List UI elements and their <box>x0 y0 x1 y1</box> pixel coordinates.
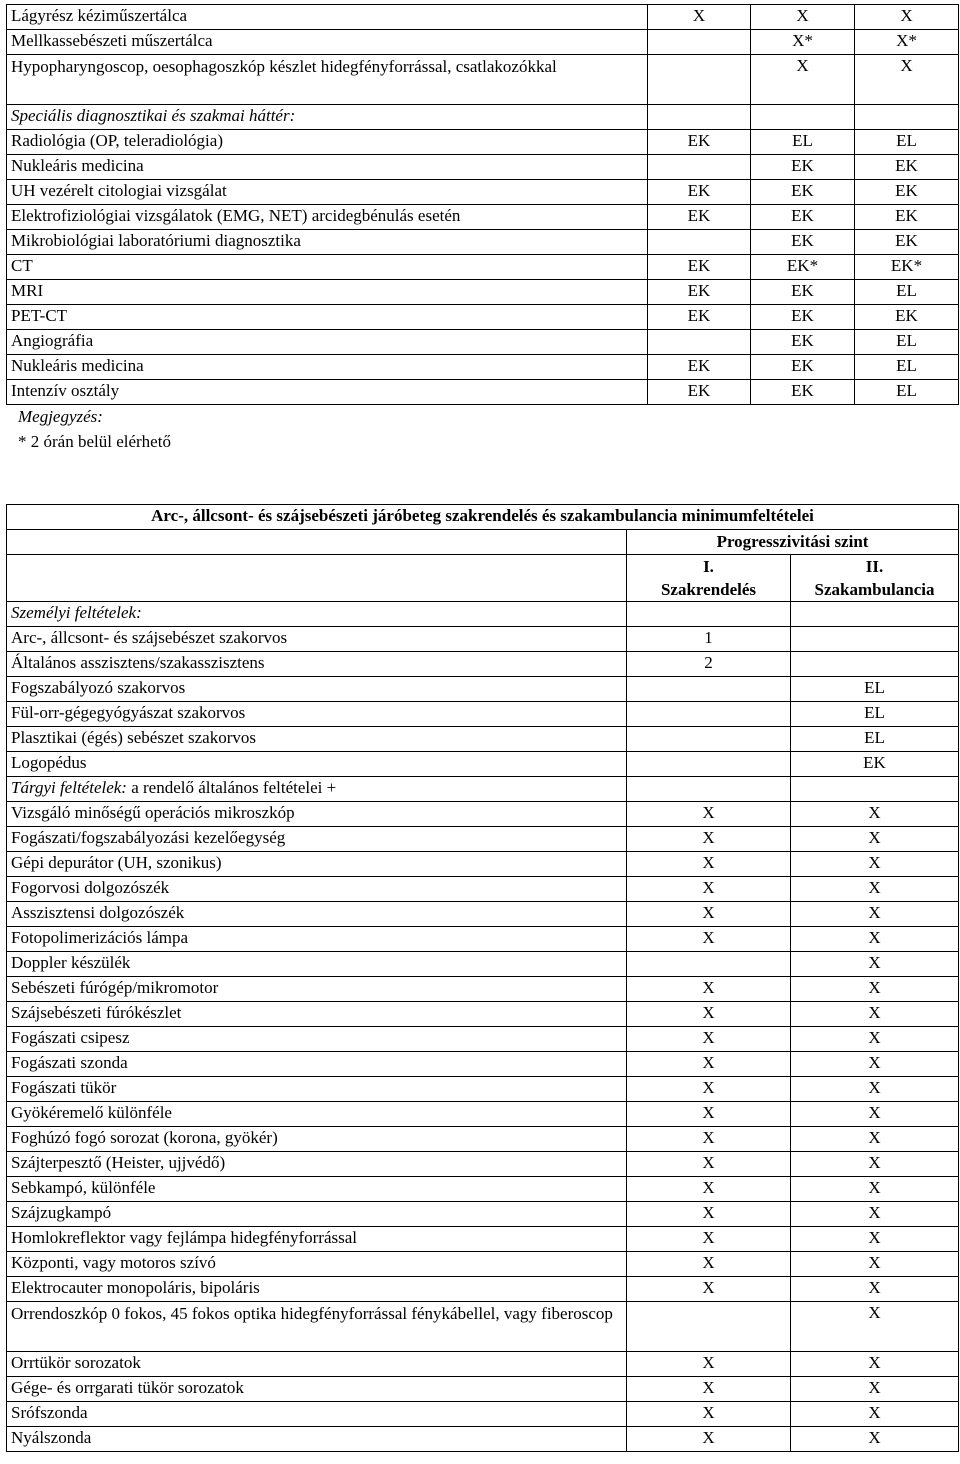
row-label: Szájsebészeti fúrókészlet <box>7 1002 627 1027</box>
table-row <box>7 5 959 30</box>
table-row <box>7 280 959 305</box>
row-label: Elektrocauter monopoláris, bipoláris <box>7 1277 627 1302</box>
note-text: * 2 órán belül elérhető <box>18 432 171 451</box>
row-value-c1 <box>648 330 751 355</box>
row-label: Orrtükör sorozatok <box>7 1352 627 1377</box>
row-value-c1 <box>627 727 791 752</box>
row-value-c1: X <box>627 902 791 927</box>
row-label: Plasztikai (égés) sebészet szakorvos <box>7 727 627 752</box>
row-value-c2: X <box>751 55 855 105</box>
level-2-header <box>791 555 959 602</box>
row-value-c1: X <box>627 1377 791 1402</box>
row-label: Fogászati/fogszabályozási kezelőegység <box>7 827 627 852</box>
row-label: Fül-orr-gégegyógyászat szakorvos <box>7 702 627 727</box>
row-value-c2: X <box>791 1427 959 1452</box>
progress-header: Progresszivitási szint <box>627 530 959 555</box>
row-value-c1: X <box>627 1202 791 1227</box>
row-value-c2: EK <box>751 205 855 230</box>
row-value-c2: X <box>791 852 959 877</box>
row-label: Nukleáris medicina <box>7 355 648 380</box>
note-title: Megjegyzés: <box>18 407 103 426</box>
row-value-c2: EL <box>751 130 855 155</box>
table-row <box>7 1227 959 1252</box>
row-label: Szájzugkampó <box>7 1202 627 1227</box>
row-value-c2: X <box>791 1177 959 1202</box>
row-value-c3: X <box>855 5 959 30</box>
table-title-row <box>7 505 959 530</box>
row-value-c2: EK <box>751 355 855 380</box>
row-value-c1: X <box>627 1027 791 1052</box>
row-value-c3: EL <box>855 330 959 355</box>
table-row <box>7 652 959 677</box>
row-value-c1 <box>627 1302 791 1352</box>
row-label: Doppler készülék <box>7 952 627 977</box>
row-label: UH vezérelt citologiai vizsgálat <box>7 180 648 205</box>
table-title: Arc-, állcsont- és szájsebészeti járóbeteg szakrendelés és szakambulancia minimumfeltételei <box>7 505 959 530</box>
row-value-c2: EK <box>751 330 855 355</box>
row-value-c2: X <box>791 877 959 902</box>
row-label: Orrendoszkóp 0 fokos, 45 fokos optika hidegfényforrással fénykábellel, vagy fiberoscop <box>7 1302 627 1352</box>
row-value-c3: X* <box>855 30 959 55</box>
row-value-c1: EK <box>648 380 751 405</box>
table-row <box>7 827 959 852</box>
table-row <box>7 1002 959 1027</box>
row-value-c1: X <box>627 1352 791 1377</box>
row-value-c2: X <box>791 1102 959 1127</box>
row-label: Fogorvosi dolgozószék <box>7 877 627 902</box>
row-value-c2: X <box>791 1202 959 1227</box>
row-value-c1: EK <box>648 180 751 205</box>
row-label: Arc-, állcsont- és szájsebészet szakorvos <box>7 627 627 652</box>
row-value-c3: EL <box>855 355 959 380</box>
table-row <box>7 1202 959 1227</box>
row-value-c1: X <box>627 1227 791 1252</box>
row-value-c1: X <box>627 1127 791 1152</box>
row-value-c2: X <box>791 927 959 952</box>
row-value-c1 <box>648 155 751 180</box>
level-1-number: I. <box>703 557 714 576</box>
row-value-c1: EK <box>648 255 751 280</box>
row-value-c1: X <box>627 1077 791 1102</box>
row-value-c1: EK <box>648 305 751 330</box>
row-label: Gépi depurátor (UH, szonikus) <box>7 852 627 877</box>
row-value-c1: X <box>627 1252 791 1277</box>
row-value-c1: X <box>627 852 791 877</box>
row-label: Fogászati csipesz <box>7 1027 627 1052</box>
row-value-c1 <box>627 677 791 702</box>
row-value-c2: X <box>791 1252 959 1277</box>
table-row <box>7 1277 959 1302</box>
row-label: Általános asszisztens/szakasszisztens <box>7 652 627 677</box>
table-row <box>7 1102 959 1127</box>
row-label-suffix: a rendelő általános feltételei + <box>126 778 337 797</box>
row-label: Fogszabályozó szakorvos <box>7 677 627 702</box>
row-value-c1 <box>627 752 791 777</box>
row-value-c1: X <box>627 1002 791 1027</box>
row-value-c2: X <box>791 1152 959 1177</box>
row-label: Fotopolimerizációs lámpa <box>7 927 627 952</box>
row-value-c2 <box>751 105 855 130</box>
row-value-c1: 1 <box>627 627 791 652</box>
row-value-c1: X <box>627 1052 791 1077</box>
row-value-c2: EK <box>751 305 855 330</box>
table-row <box>7 1352 959 1377</box>
row-label: Gyökéremelő különféle <box>7 1102 627 1127</box>
table-row <box>7 927 959 952</box>
row-label: Speciális diagnosztikai és szakmai háttér: <box>7 105 648 130</box>
row-value-c2: X <box>791 1352 959 1377</box>
row-label: Gége- és orrgarati tükör sorozatok <box>7 1377 627 1402</box>
row-value-c1: EK <box>648 130 751 155</box>
row-value-c2: X <box>751 5 855 30</box>
table-row <box>7 55 959 105</box>
table-row <box>7 330 959 355</box>
table-row <box>7 305 959 330</box>
row-value-c2 <box>791 627 959 652</box>
row-value-c1: X <box>627 802 791 827</box>
row-value-c3: EL <box>855 280 959 305</box>
table-row <box>7 1402 959 1427</box>
row-value-c2: X <box>791 1302 959 1352</box>
row-value-c2: X <box>791 1377 959 1402</box>
table-row <box>7 1302 959 1352</box>
row-value-c2 <box>791 777 959 802</box>
row-value-c1: EK <box>648 355 751 380</box>
row-value-c2: X <box>791 827 959 852</box>
table-row <box>7 802 959 827</box>
row-value-c2: EK <box>751 155 855 180</box>
row-value-c3: EL <box>855 380 959 405</box>
level-2-number: II. <box>865 557 884 576</box>
row-value-c1: X <box>627 1402 791 1427</box>
row-value-c3: EK <box>855 230 959 255</box>
row-value-c2: X <box>791 802 959 827</box>
table-row <box>7 877 959 902</box>
table-row <box>7 852 959 877</box>
row-value-c2 <box>791 602 959 627</box>
row-value-c2: EK <box>751 280 855 305</box>
row-value-c1: X <box>627 1102 791 1127</box>
row-value-c2: X <box>791 977 959 1002</box>
row-value-c1: EK <box>648 280 751 305</box>
row-value-c1 <box>627 702 791 727</box>
table-row <box>7 1152 959 1177</box>
row-label: MRI <box>7 280 648 305</box>
table-row <box>7 677 959 702</box>
level-2-name: Szakambulancia <box>814 580 935 599</box>
row-value-c2: X <box>791 902 959 927</box>
table-row <box>7 627 959 652</box>
table-row <box>7 180 959 205</box>
row-label: PET-CT <box>7 305 648 330</box>
row-label: Sebészeti fúrógép/mikromotor <box>7 977 627 1002</box>
row-value-c1: X <box>627 1152 791 1177</box>
table-row <box>7 752 959 777</box>
row-value-c2: EK <box>751 230 855 255</box>
table-row <box>7 205 959 230</box>
note-block <box>6 404 958 454</box>
row-value-c1: X <box>627 827 791 852</box>
row-label: Logopédus <box>7 752 627 777</box>
table-row <box>7 1252 959 1277</box>
row-label: Nyálszonda <box>7 1427 627 1452</box>
row-value-c1: EK <box>648 205 751 230</box>
row-label: Radiológia (OP, teleradiológia) <box>7 130 648 155</box>
row-label: Szájterpesztő (Heister, ujjvédő) <box>7 1152 627 1177</box>
row-label: Asszisztensi dolgozószék <box>7 902 627 927</box>
row-label <box>7 777 627 802</box>
row-label: Vizsgáló minőségű operációs mikroszkóp <box>7 802 627 827</box>
row-value-c1 <box>648 55 751 105</box>
row-value-c2: EL <box>791 702 959 727</box>
row-value-c2: X <box>791 1127 959 1152</box>
row-label: Intenzív osztály <box>7 380 648 405</box>
row-value-c2 <box>791 652 959 677</box>
row-value-c1: X <box>627 1427 791 1452</box>
row-value-c2: EK <box>751 180 855 205</box>
row-value-c2: X <box>791 1402 959 1427</box>
row-value-c2: EL <box>791 677 959 702</box>
row-label-heading: Tárgyi feltételek: <box>11 778 127 797</box>
row-value-c1: X <box>648 5 751 30</box>
row-value-c1: X <box>627 927 791 952</box>
row-label: Nukleáris medicina <box>7 155 648 180</box>
row-label: Hypopharyngoscop, oesophagoszkóp készlet hidegfényforrással, csatlakozókkal <box>7 55 648 105</box>
row-value-c1: X <box>627 877 791 902</box>
row-label: Lágyrész kéziműszertálca <box>7 5 648 30</box>
row-value-c3: EK <box>855 180 959 205</box>
row-value-c3: X <box>855 55 959 105</box>
table-row <box>7 777 959 802</box>
header-empty-cell <box>7 530 627 555</box>
row-label: CT <box>7 255 648 280</box>
row-value-c2: X <box>791 1277 959 1302</box>
table-row <box>7 355 959 380</box>
row-value-c2: EK* <box>751 255 855 280</box>
level-1-name: Szakrendelés <box>660 580 757 599</box>
table-row <box>7 155 959 180</box>
table-row <box>7 230 959 255</box>
table-row <box>7 255 959 280</box>
row-value-c1: 2 <box>627 652 791 677</box>
table-row <box>7 105 959 130</box>
level-header-row <box>7 555 959 602</box>
row-value-c2: EL <box>791 727 959 752</box>
level-1-header <box>627 555 791 602</box>
row-value-c1 <box>627 777 791 802</box>
row-value-c1 <box>648 230 751 255</box>
table-row <box>7 1052 959 1077</box>
row-label: Foghúzó fogó sorozat (korona, gyökér) <box>7 1127 627 1152</box>
table-row <box>7 1127 959 1152</box>
table-row <box>7 952 959 977</box>
table-row <box>7 1077 959 1102</box>
row-label: Sebkampó, különféle <box>7 1177 627 1202</box>
row-label: Központi, vagy motoros szívó <box>7 1252 627 1277</box>
row-value-c2: EK <box>791 752 959 777</box>
row-label: Mellkassebészeti műszertálca <box>7 30 648 55</box>
table-row <box>7 902 959 927</box>
row-value-c1 <box>648 30 751 55</box>
table-row <box>7 702 959 727</box>
table-row <box>7 1177 959 1202</box>
row-value-c1 <box>648 105 751 130</box>
row-value-c1 <box>627 952 791 977</box>
row-value-c3: EK <box>855 305 959 330</box>
row-value-c2: EK <box>751 380 855 405</box>
row-label: Személyi feltételek: <box>7 602 627 627</box>
row-value-c3 <box>855 105 959 130</box>
minimum-requirements-table <box>6 504 959 1452</box>
row-label: Mikrobiológiai laboratóriumi diagnosztika <box>7 230 648 255</box>
row-label: Elektrofiziológiai vizsgálatok (EMG, NET) arcidegbénulás esetén <box>7 205 648 230</box>
row-value-c3: EL <box>855 130 959 155</box>
equipment-table-1 <box>6 4 959 405</box>
table-row <box>7 30 959 55</box>
row-value-c2: X <box>791 952 959 977</box>
row-value-c1 <box>627 602 791 627</box>
row-value-c1: X <box>627 977 791 1002</box>
row-value-c2: X <box>791 1077 959 1102</box>
row-label: Angiográfia <box>7 330 648 355</box>
table-row <box>7 977 959 1002</box>
row-value-c2: X <box>791 1002 959 1027</box>
table-row <box>7 130 959 155</box>
row-value-c2: X* <box>751 30 855 55</box>
row-value-c2: X <box>791 1227 959 1252</box>
row-label: Fogászati szonda <box>7 1052 627 1077</box>
row-value-c2: X <box>791 1027 959 1052</box>
row-label: Srófszonda <box>7 1402 627 1427</box>
progress-header-row <box>7 530 959 555</box>
table-row <box>7 380 959 405</box>
table-row <box>7 1027 959 1052</box>
row-value-c1: X <box>627 1277 791 1302</box>
table-row <box>7 1427 959 1452</box>
row-label: Homlokreflektor vagy fejlámpa hidegfényforrással <box>7 1227 627 1252</box>
row-label: Fogászati tükör <box>7 1077 627 1102</box>
row-value-c3: EK <box>855 205 959 230</box>
row-value-c3: EK* <box>855 255 959 280</box>
header-empty-cell <box>7 555 627 602</box>
table-row <box>7 727 959 752</box>
row-value-c1: X <box>627 1177 791 1202</box>
row-value-c2: X <box>791 1052 959 1077</box>
table-row <box>7 602 959 627</box>
table-row <box>7 1377 959 1402</box>
row-value-c3: EK <box>855 155 959 180</box>
